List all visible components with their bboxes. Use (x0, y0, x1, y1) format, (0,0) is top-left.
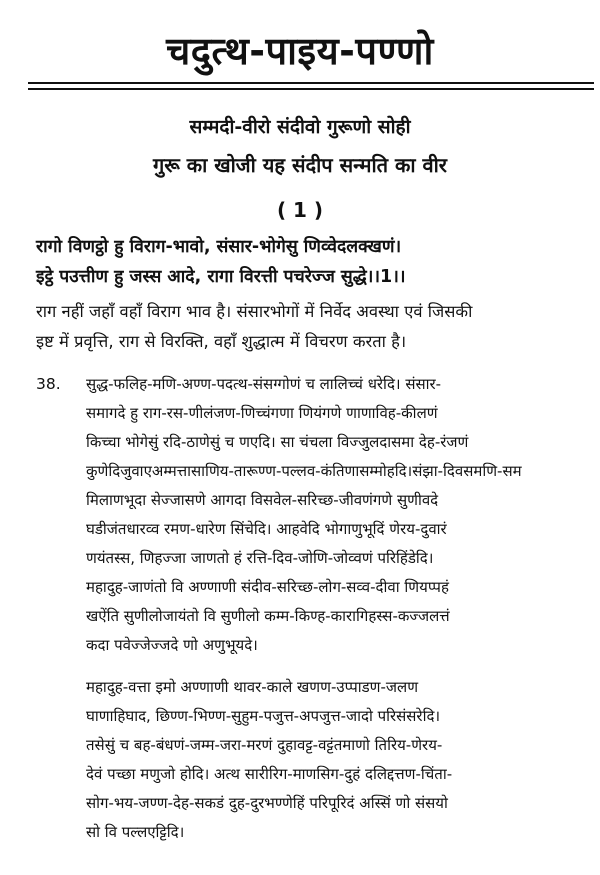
paragraph-line: मिलाणभूदा सेज्जासणे आगदा विसवेल-सरिच्छ-जीवणंगणे सुणीवदे (86, 491, 439, 509)
title-underline (28, 88, 594, 90)
paragraph-line: सोग-भय-जण्ण-देह-सकडं दुह-दुरभण्णेहिं परिपूरिदं अस्सिं णो संसयो (86, 794, 448, 812)
paragraph-line: कुणेदिजुवाएअम्मत्तासाणिय-तारूण्ण-पल्लव-कंतिणासम्मोहदि।संझा-दिवसमणि-सम (86, 462, 522, 480)
paragraph-line: सुद्ध-फलिह-मणि-अण्ण-पदत्थ-संसग्गोणं च लालिच्चं धरेदि। संसार- (86, 375, 442, 393)
paragraph-line: सो वि पल्लएट्टिदि। (86, 823, 185, 841)
paragraph-line: महादुह-वत्ता इमो अण्णाणी थावर-काले खणण-उप्पाडण-जलण (86, 678, 419, 696)
paragraph-line: समागदे हु राग-रस-णीलंजण-णिच्चंगणा णियंगणे णाणाविह-कीलणं (86, 404, 438, 422)
paragraph-line: देवं पच्छा मणुजो होदि। अत्थ सारीरिग-माणसिग-दुहं दलिद्दत्तण-चिंता- (86, 765, 453, 783)
meaning-line: राग नहीं जहाँ वहाँ विराग भाव है। संसारभोगों में निर्वेद अवस्था एवं जिसकी (36, 302, 473, 321)
verse-heading-prakrit: सम्मदी-वीरो संदीवो गुरूणो सोही (189, 116, 411, 138)
paragraph-line: घडीजंतधारव्व रमण-धारेण सिंचेदि। आहवेदि भोगाणुभूदिं णेरय-दुवारं (86, 520, 447, 538)
gatha-line: रागो विणट्ठो हु विराग-भावो, संसार-भोगेसु णिव्वेदलक्खणं। (36, 237, 402, 257)
gatha-line: इट्ठे पउत्तीण हु जस्स आदे, रागा विरत्ती पचरेज्ज सुद्धे।।1।। (36, 267, 406, 287)
chapter-title: चदुत्थ-पाइय-पण्णो (166, 29, 434, 73)
paragraph-line: णयंतस्स, णिहज्जा जाणतो हं रत्ति-दिव-जोणि-जोव्वणं परिहिंडेदि। (86, 549, 434, 567)
paragraph-number: 38. (36, 375, 61, 393)
paragraph-line: घाणाहिघाद, छिण्ण-भिण्ण-सुहुम-पजुत्त-अपजुत्त-जादो परिसंसरेदि। (86, 707, 441, 725)
paragraph-line: तसेसुं च बह-बंधणं-जम्म-जरा-मरणं दुहावट्ट-वट्टंतमाणो तिरिय-णेरय- (86, 736, 443, 754)
paragraph-line: खऐंति सुणीलोजायंतो वि सुणीलो कम्म-किण्ह-कारागिहस्स-कज्जलत्तं (86, 607, 450, 625)
paragraph-line: कदा पवेज्जेज्जदे णो अणुभूयदे। (86, 636, 258, 654)
verse-heading-hindi: गुरू का खोजी यह संदीप सन्मति का वीर (153, 153, 447, 177)
paragraph-line: किच्चा भोगेसुं रदि-ठाणेसुं च णएदि। सा चंचला विज्जुलदासमा देह-रंजणं (86, 433, 469, 451)
verse-number: ( 1 ) (276, 198, 324, 222)
paragraph-line: महादुह-जाणंतो वि अण्णाणी संदीव-सरिच्छ-लोग-सव्व-दीवा णियप्पहं (86, 578, 449, 596)
title-underline (28, 82, 594, 84)
meaning-line: इष्ट में प्रवृत्ति, राग से विरक्ति, वहाँ शुद्धात्म में विचरण करता है। (36, 332, 407, 351)
